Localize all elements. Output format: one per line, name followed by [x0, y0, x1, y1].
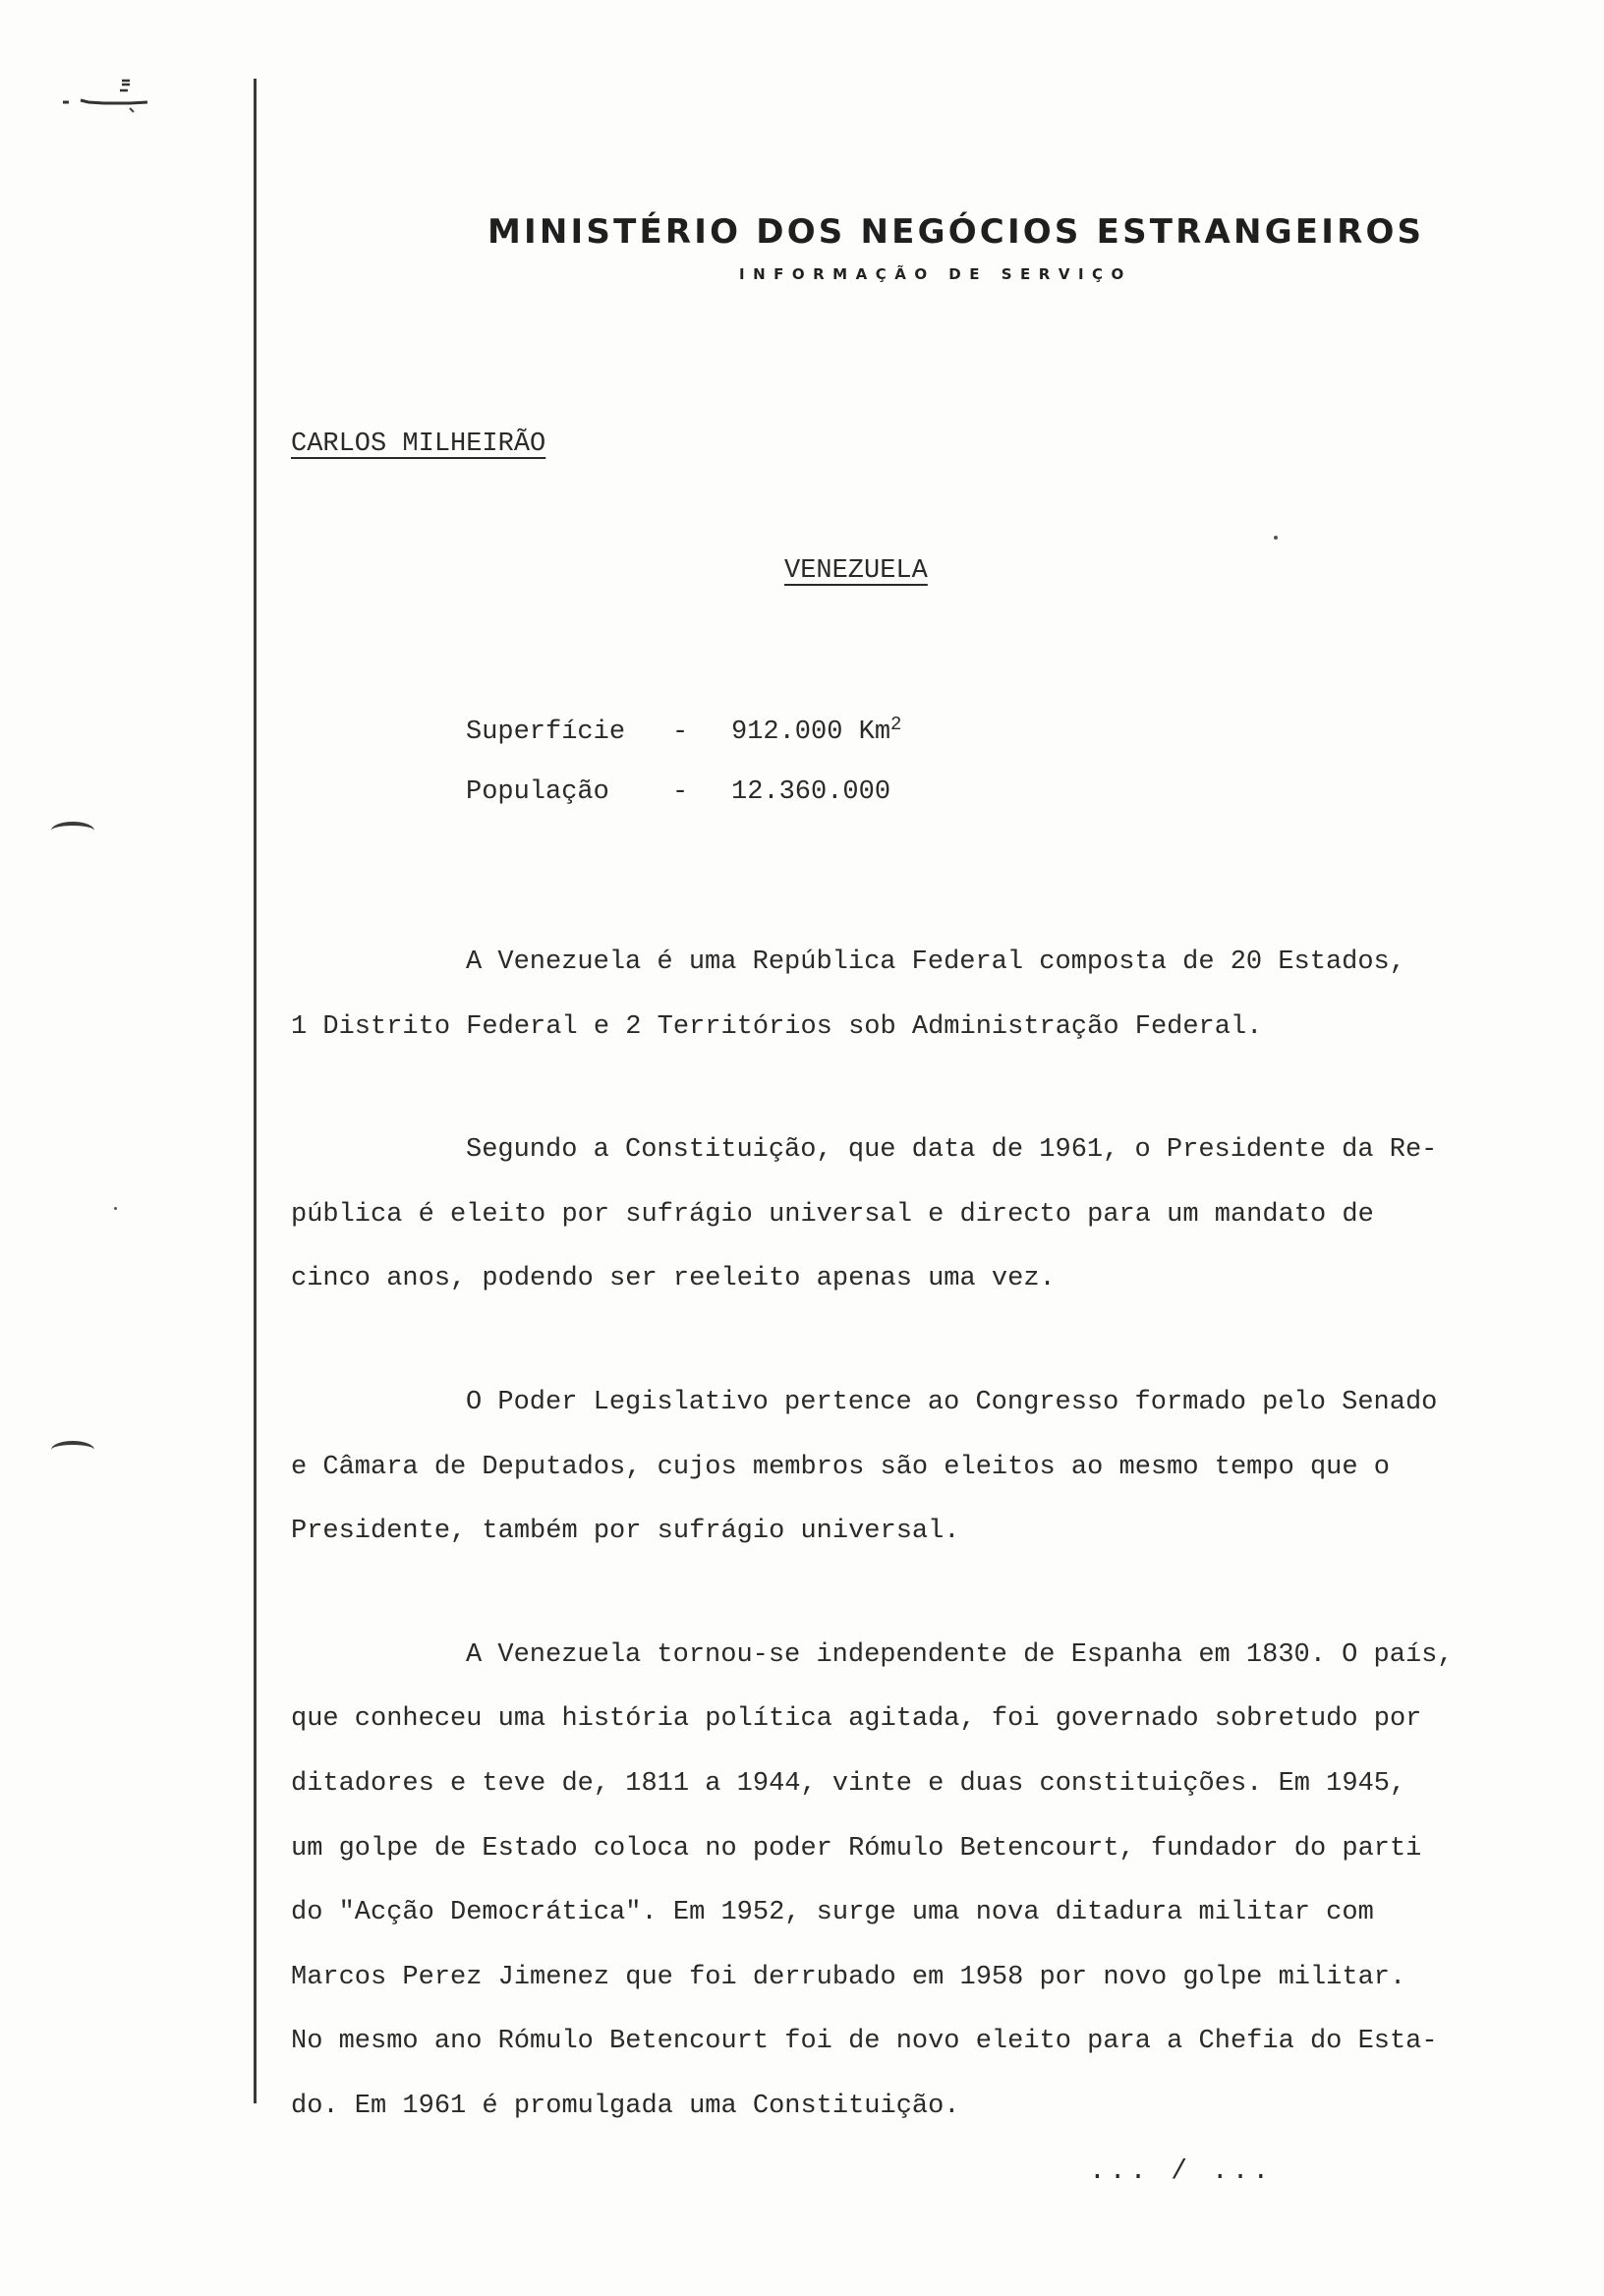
text-line: No mesmo ano Rómulo Betencourt foi de novo eleito para a Chefia do Esta-	[291, 2027, 1438, 2057]
text-line: cinco anos, podendo ser reeleito apenas uma vez.	[291, 1264, 1056, 1294]
body-text	[291, 941, 1559, 2150]
stat-row-population	[466, 777, 901, 841]
stat-dash: -	[672, 718, 689, 747]
country-title: VENEZUELA	[784, 556, 928, 586]
author-name: CARLOS MILHEIRÃO	[291, 430, 546, 459]
text-line: O Poder Legislativo pertence ao Congresso formado pelo Senado	[466, 1387, 1438, 1417]
continuation-marker: ... / ...	[1089, 2156, 1274, 2187]
text-line: que conheceu uma história política agitada, foi governado sobretudo por	[291, 1704, 1422, 1735]
paragraph-2	[291, 1128, 1559, 1322]
text-line: do "Acção Democrática". Em 1952, surge uma nova ditadura militar com	[291, 1898, 1374, 1928]
text-line: e Câmara de Deputados, cujos membros são eleitos ao mesmo tempo que o	[291, 1452, 1390, 1482]
stat-value: 912.000 Km	[731, 718, 891, 747]
text-line: A Venezuela é uma República Federal composta de 20 Estados,	[466, 947, 1405, 977]
service-subtitle: INFORMAÇÃO DE SERVIÇO	[739, 265, 1132, 283]
stat-unit-superscript: 2	[890, 714, 902, 735]
speck	[114, 1207, 117, 1210]
corner-scribble-icon	[61, 77, 159, 126]
paragraph-3	[291, 1381, 1559, 1575]
margin-rule	[254, 79, 257, 2103]
paragraph-4	[291, 1634, 1559, 2150]
text-line: ditadores e teve de, 1811 a 1944, vinte e duas constituições. Em 1945,	[291, 1768, 1406, 1799]
stat-value: 12.360.000	[731, 777, 891, 807]
stat-dash: -	[672, 777, 689, 807]
stats-block	[466, 714, 901, 841]
paragraph-1	[291, 941, 1559, 1069]
binding-mark-icon	[51, 822, 94, 839]
ministry-title: MINISTÉRIO DOS NEGÓCIOS ESTRANGEIROS	[487, 212, 1425, 252]
stat-row-area	[466, 714, 901, 777]
text-line: um golpe de Estado coloca no poder Rómulo Betencourt, fundador do parti	[291, 1833, 1422, 1864]
binding-mark-icon	[51, 1441, 94, 1459]
speck	[1274, 536, 1278, 540]
text-line: 1 Distrito Federal e 2 Territórios sob Administração Federal.	[291, 1011, 1263, 1042]
stat-label: População	[466, 777, 609, 807]
text-line: Presidente, também por sufrágio universal.	[291, 1517, 960, 1547]
text-line: A Venezuela tornou-se independente de Espanha em 1830. O país,	[466, 1639, 1454, 1670]
stat-label: Superfície	[466, 718, 626, 747]
text-line: do. Em 1961 é promulgada uma Constituição.	[291, 2091, 960, 2121]
text-line: Marcos Perez Jimenez que foi derrubado em 1958 por novo golpe militar.	[291, 1962, 1406, 1992]
text-line: Segundo a Constituição, que data de 1961, o Presidente da Re-	[466, 1135, 1438, 1166]
text-line: pública é eleito por sufrágio universal e directo para um mandato de	[291, 1199, 1374, 1230]
